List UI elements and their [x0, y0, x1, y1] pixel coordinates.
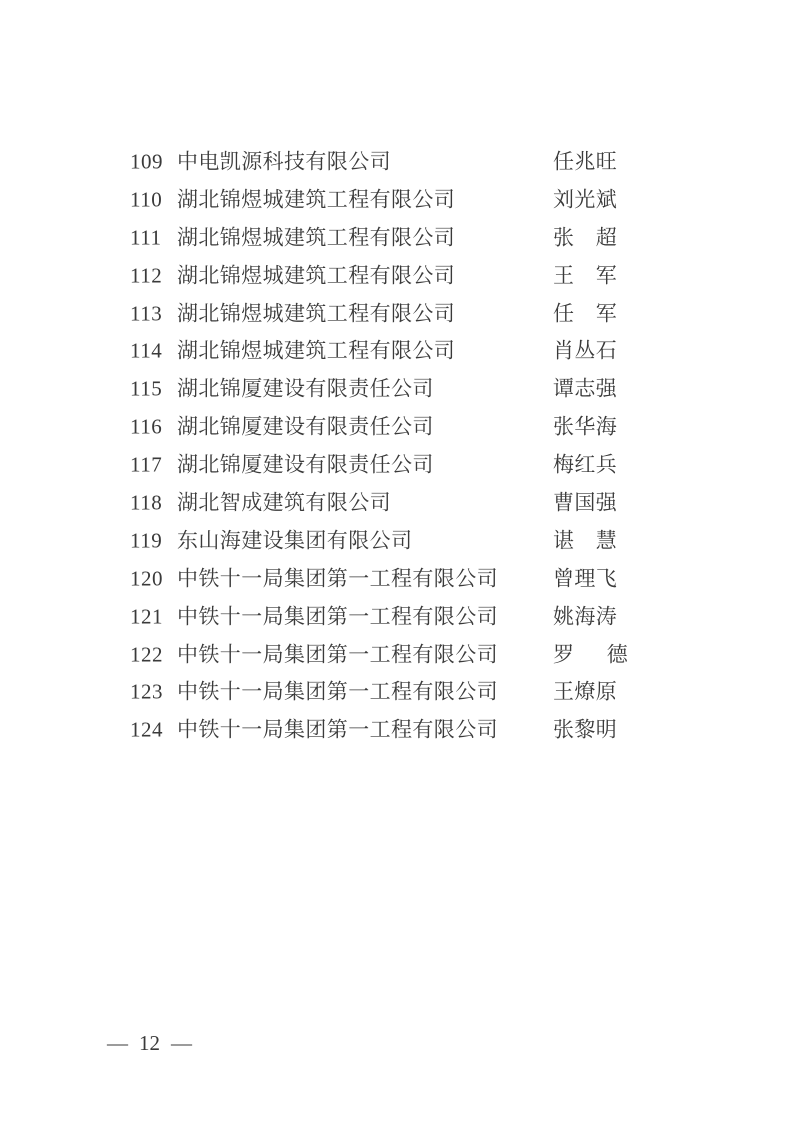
company-name: 湖北智成建筑有限公司 [177, 490, 391, 515]
company-name: 中电凯源科技有限公司 [177, 149, 391, 174]
row-number: 118 [130, 490, 163, 515]
roster-row [130, 636, 730, 674]
company-name: 湖北锦煜城建筑工程有限公司 [177, 225, 456, 250]
row-number: 113 [130, 301, 163, 325]
company-name: 中铁十一局集团第一工程有限公司 [177, 717, 498, 742]
person-name: 张华海 [553, 414, 618, 439]
roster-row [130, 295, 730, 333]
person-name: 王 军 [553, 263, 618, 288]
roster-row [130, 560, 730, 598]
company-name: 中铁十一局集团第一工程有限公司 [177, 642, 498, 667]
roster-row [130, 484, 730, 522]
person-name: 曹国强 [553, 490, 618, 515]
person-name: 姚海涛 [553, 604, 618, 629]
row-number: 114 [130, 338, 163, 363]
footer-dash-left: — [107, 1031, 128, 1055]
row-number: 115 [130, 376, 163, 401]
person-name: 刘光斌 [553, 187, 618, 212]
footer-page-number: 12 [139, 1031, 160, 1055]
roster-row [130, 332, 730, 370]
roster-row [130, 408, 730, 446]
company-name: 东山海建设集团有限公司 [177, 528, 413, 553]
roster-row [130, 598, 730, 636]
row-number: 117 [130, 452, 163, 477]
person-name: 谭志强 [553, 376, 618, 401]
page-footer [107, 1033, 192, 1054]
person-name: 张 超 [553, 225, 618, 250]
row-number: 111 [130, 225, 162, 250]
company-name: 中铁十一局集团第一工程有限公司 [177, 566, 498, 591]
company-name: 中铁十一局集团第一工程有限公司 [177, 604, 498, 629]
footer-dash-right: — [171, 1031, 192, 1055]
row-number: 123 [130, 679, 163, 704]
roster-row [130, 522, 730, 560]
roster-list [130, 143, 730, 749]
row-number: 110 [130, 187, 163, 212]
roster-row [130, 370, 730, 408]
company-name: 湖北锦厦建设有限责任公司 [177, 376, 434, 401]
row-number: 122 [130, 642, 163, 667]
company-name: 中铁十一局集团第一工程有限公司 [177, 679, 498, 704]
person-name: 任兆旺 [553, 149, 618, 174]
person-name: 曾理飞 [553, 566, 618, 591]
roster-row [130, 711, 730, 749]
company-name: 湖北锦厦建设有限责任公司 [177, 414, 434, 439]
row-number: 112 [130, 263, 163, 288]
roster-row [130, 446, 730, 484]
person-name: 梅红兵 [553, 452, 618, 477]
company-name: 湖北锦煜城建筑工程有限公司 [177, 338, 456, 363]
company-name: 湖北锦煜城建筑工程有限公司 [177, 263, 456, 288]
row-number: 109 [130, 149, 163, 174]
person-name: 任 军 [553, 301, 618, 325]
row-number: 124 [130, 717, 163, 742]
roster-row [130, 181, 730, 219]
company-name: 湖北锦煜城建筑工程有限公司 [177, 187, 456, 212]
row-number: 119 [130, 528, 163, 553]
person-name: 谌 慧 [553, 528, 618, 553]
row-number: 120 [130, 566, 163, 591]
company-name: 湖北锦煜城建筑工程有限公司 [177, 301, 456, 325]
roster-row [130, 673, 730, 711]
person-name: 王燎原 [553, 679, 618, 704]
row-number: 121 [130, 604, 163, 629]
roster-row [130, 257, 730, 295]
company-name: 湖北锦厦建设有限责任公司 [177, 452, 434, 477]
roster-row [130, 143, 730, 181]
roster-row [130, 219, 730, 257]
person-name: 张黎明 [553, 717, 618, 742]
person-name: 罗 德 [553, 642, 629, 667]
row-number: 116 [130, 414, 163, 439]
person-name: 肖丛石 [553, 338, 618, 363]
